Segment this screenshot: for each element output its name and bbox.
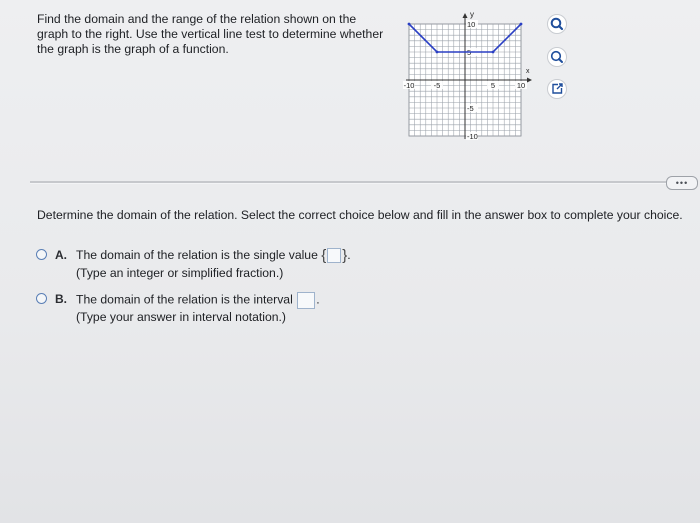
more-button[interactable]: •••	[666, 176, 698, 190]
y-axis-arrow	[463, 13, 468, 18]
instruction-text: Determine the domain of the relation. Select the correct choice below and fill in the answer box to complete your choice.	[37, 208, 683, 222]
choice-a-radio[interactable]	[36, 249, 47, 260]
choice-b-suffix: .	[316, 292, 320, 307]
choice-b[interactable]	[36, 292, 656, 326]
choice-b-letter: B.	[55, 292, 67, 306]
choice-b-label: The domain of the relation is the interval	[76, 292, 293, 307]
x-axis-arrow	[527, 78, 532, 83]
question-line: graph to the right. Use the vertical line test to determine whether	[37, 27, 384, 41]
open-brace: {	[321, 247, 327, 265]
relation-point	[408, 23, 411, 26]
choice-a-suffix: .	[347, 248, 351, 262]
choice-a-letter: A.	[55, 248, 67, 262]
relation-point	[436, 51, 439, 54]
choice-b-hint: (Type your answer in interval notation.)	[76, 310, 286, 324]
zoom-in-icon	[547, 14, 567, 34]
y-tick-label: -5	[467, 104, 474, 113]
popout-button[interactable]	[545, 77, 569, 101]
y-tick-label: -10	[467, 132, 478, 141]
zoom-in-button[interactable]	[545, 12, 569, 36]
choice-b-radio[interactable]	[36, 293, 47, 304]
question-text	[37, 12, 392, 57]
y-axis-label: y	[470, 10, 474, 19]
close-brace: }	[342, 247, 348, 265]
interval-answer-box[interactable]	[297, 292, 315, 309]
relation-point	[520, 23, 523, 26]
zoom-out-icon	[547, 47, 567, 67]
choice-b-text	[76, 292, 320, 309]
graph-tools	[545, 12, 573, 102]
question-line: Find the domain and the range of the relation shown on the	[37, 12, 357, 26]
y-tick-label: 5	[467, 48, 472, 57]
choice-a-label: The domain of the relation is the single value	[76, 248, 318, 262]
x-tick-label: -10	[403, 81, 415, 90]
popout-icon	[547, 79, 567, 99]
zoom-out-button[interactable]	[545, 45, 569, 69]
single-value-answer-box[interactable]	[327, 248, 341, 263]
section-divider	[30, 181, 698, 184]
graph-svg	[405, 12, 555, 147]
choice-a[interactable]	[36, 248, 656, 282]
x-tick-label: 5	[490, 81, 496, 90]
choice-a-text	[76, 248, 351, 263]
choice-a-hint: (Type an integer or simplified fraction.)	[76, 266, 284, 280]
x-tick-label: 10	[516, 81, 526, 90]
y-tick-label: 10	[467, 20, 476, 29]
x-axis-label: x	[526, 68, 530, 75]
question-line: the graph is the graph of a function.	[37, 42, 229, 56]
x-tick-label: -5	[433, 81, 441, 90]
relation-graph	[405, 12, 555, 147]
relation-point	[492, 51, 495, 54]
